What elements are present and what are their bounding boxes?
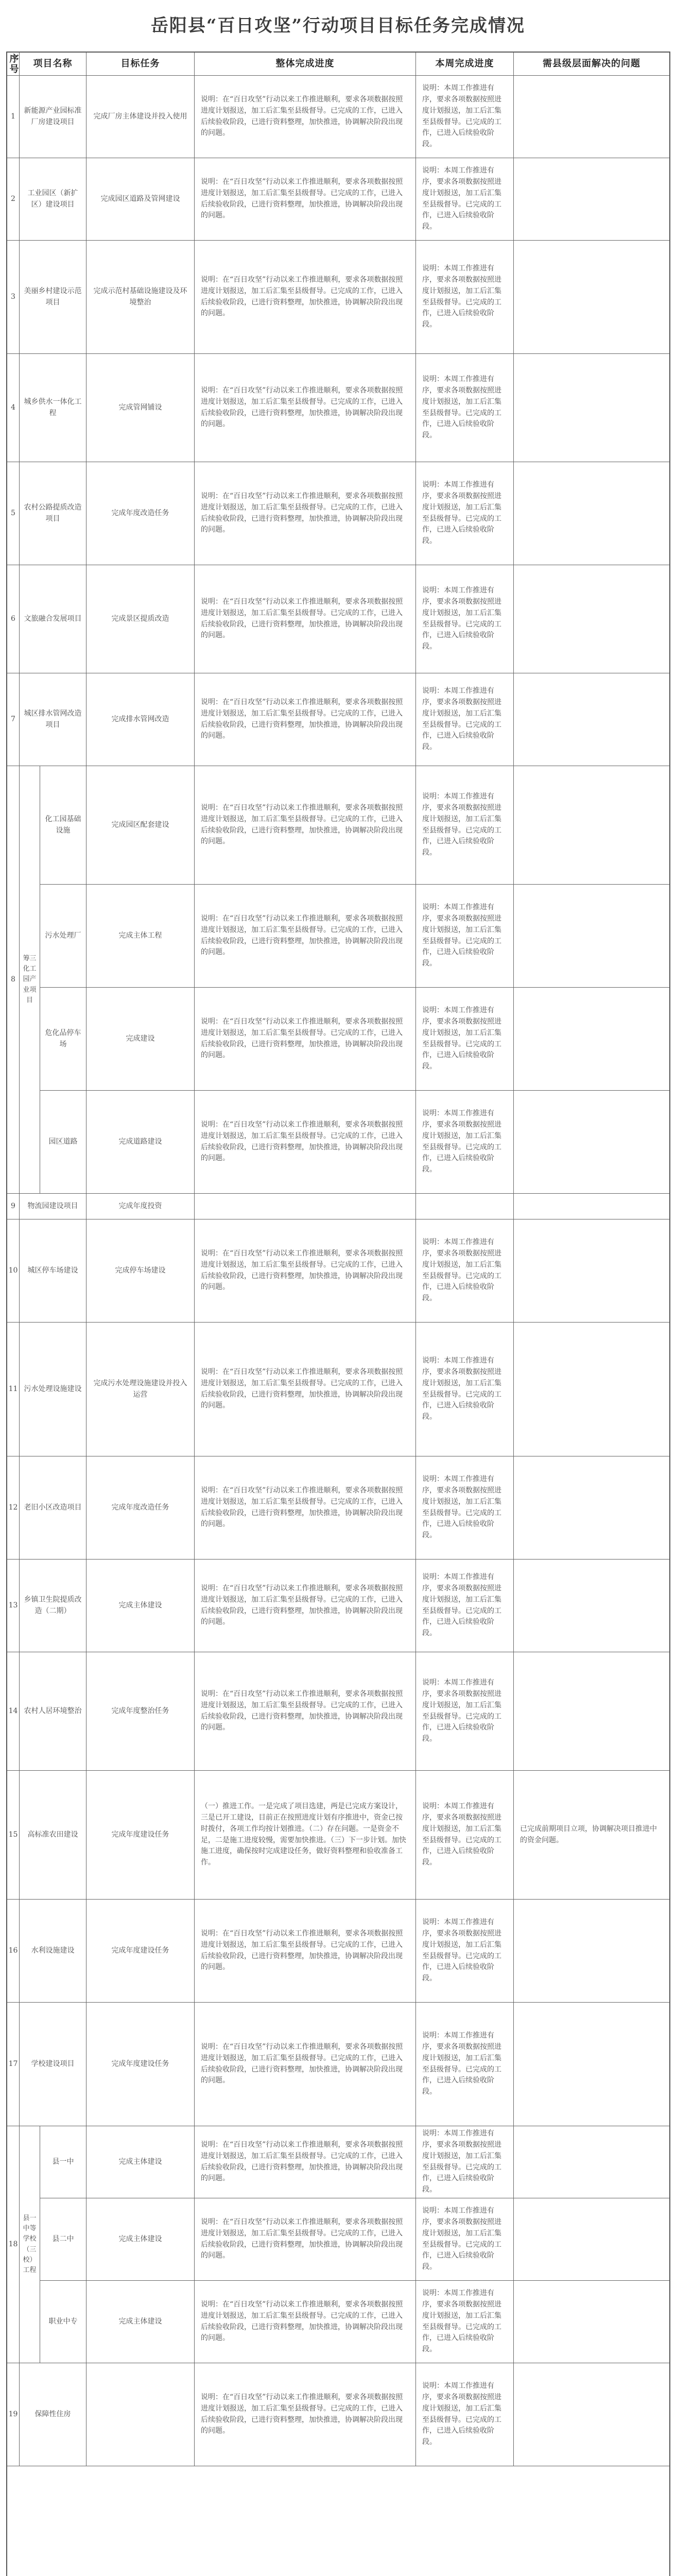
row-seq: 6 <box>7 565 20 673</box>
row-current: 说明：本周工作推进有序，要求各项数据按照进度计划报送，加工后汇集至县级督导。已完成的工作，已进入后续验收阶段。 <box>416 1560 514 1652</box>
subrow-task: 完成主体建设 <box>86 2281 195 2363</box>
row-current: 说明：本周工作推进有序，要求各项数据按照进度计划报送，加工后汇集至县级督导。已完成的工作，已进入后续验收阶段。 <box>416 2003 514 2126</box>
row-task: 完成管网铺设 <box>86 354 195 462</box>
row-project: 污水处理设施建设 <box>20 1323 86 1456</box>
row-project: 城乡供水一体化工程 <box>20 354 86 462</box>
row-issue <box>514 76 669 158</box>
row-task: 完成污水处理设施建设并投入运营 <box>86 1323 195 1456</box>
subrow-task: 完成主体工程 <box>86 885 195 988</box>
row-current: 说明：本周工作推进有序，要求各项数据按照进度计划报送，加工后汇集至县级督导。已完成的工作，已进入后续验收阶段。 <box>416 1771 514 1900</box>
row-project: 学校建设项目 <box>20 2003 86 2126</box>
progress-table <box>6 52 670 2576</box>
row-issue <box>514 2363 669 2466</box>
subrow-overall: 说明：在“百日攻坚”行动以来工作推进顺利，要求各项数据按照进度计划报送，加工后汇集至县级督导。已完成的工作，已进入后续验收阶段，已进行资料整理，加快推进，协调解决阶段出现的问题。 <box>195 1091 416 1194</box>
row-project: 城区排水管网改造项目 <box>20 673 86 766</box>
row-current: 说明：本周工作推进有序，要求各项数据按照进度计划报送，加工后汇集至县级督导。已完成的工作，已进入后续验收阶段。 <box>416 1219 514 1323</box>
row-project: 乡镇卫生院提质改造（二期） <box>20 1560 86 1652</box>
row-current: 说明：本周工作推进有序，要求各项数据按照进度计划报送，加工后汇集至县级督导。已完成的工作，已进入后续验收阶段。 <box>416 462 514 565</box>
row-seq: 12 <box>7 1456 20 1560</box>
page-title: 岳阳县“百日攻坚”行动项目目标任务完成情况 <box>150 15 526 36</box>
row-current: 说明：本周工作推进有序，要求各项数据按照进度计划报送，加工后汇集至县级督导。已完成的工作，已进入后续验收阶段。 <box>416 1323 514 1456</box>
row-current: 说明：本周工作推进有序，要求各项数据按照进度计划报送，加工后汇集至县级督导。已完成的工作，已进入后续验收阶段。 <box>416 241 514 354</box>
row-project: 工业园区（新扩区）建设项目 <box>20 158 86 241</box>
subrow-overall: 说明：在“百日攻坚”行动以来工作推进顺利，要求各项数据按照进度计划报送，加工后汇集至县级督导。已完成的工作，已进入后续验收阶段，已进行资料整理，加快推进，协调解决阶段出现的问题。 <box>195 885 416 988</box>
group-label: 筹三化工园产业项目 <box>20 766 40 1194</box>
row-task: 完成年度建设任务 <box>86 1771 195 1900</box>
row-overall: 说明：在“百日攻坚”行动以来工作推进顺利，要求各项数据按照进度计划报送，加工后汇集至县级督导。已完成的工作，已进入后续验收阶段，已进行资料整理，加快推进，协调解决阶段出现的问题。 <box>195 1323 416 1456</box>
row-task: 完成年度建设任务 <box>86 1900 195 2003</box>
row-task: 完成示范村基础设施建设及环境整治 <box>86 241 195 354</box>
row-issue <box>514 1323 669 1456</box>
row-seq: 11 <box>7 1323 20 1456</box>
row-seq: 8 <box>7 766 20 1194</box>
row-project: 农村公路提质改造项目 <box>20 462 86 565</box>
row-overall: 说明：在“百日攻坚”行动以来工作推进顺利，要求各项数据按照进度计划报送，加工后汇集至县级督导。已完成的工作，已进入后续验收阶段，已进行资料整理，加快推进，协调解决阶段出现的问题。 <box>195 462 416 565</box>
row-overall: 说明：在“百日攻坚”行动以来工作推进顺利，要求各项数据按照进度计划报送，加工后汇集至县级督导。已完成的工作，已进入后续验收阶段，已进行资料整理，加快推进，协调解决阶段出现的问题。 <box>195 673 416 766</box>
row-current: 说明：本周工作推进有序，要求各项数据按照进度计划报送，加工后汇集至县级督导。已完成的工作，已进入后续验收阶段。 <box>416 673 514 766</box>
subrow-project: 化工园基础设施 <box>40 766 86 885</box>
row-current: 说明：本周工作推进有序，要求各项数据按照进度计划报送，加工后汇集至县级督导。已完成的工作，已进入后续验收阶段。 <box>416 76 514 158</box>
subrow-current: 说明：本周工作推进有序，要求各项数据按照进度计划报送，加工后汇集至县级督导。已完成的工作，已进入后续验收阶段。 <box>416 885 514 988</box>
header-project: 项目名称 <box>20 53 86 76</box>
row-overall: 说明：在“百日攻坚”行动以来工作推进顺利，要求各项数据按照进度计划报送，加工后汇集至县级督导。已完成的工作，已进入后续验收阶段，已进行资料整理，加快推进，协调解决阶段出现的问题。 <box>195 1219 416 1323</box>
row-issue <box>514 565 669 673</box>
row-overall: 说明：在“百日攻坚”行动以来工作推进顺利，要求各项数据按照进度计划报送，加工后汇集至县级督导。已完成的工作，已进入后续验收阶段，已进行资料整理，加快推进，协调解决阶段出现的问题。 <box>195 354 416 462</box>
row-issue <box>514 1652 669 1771</box>
row-overall: 说明：在“百日攻坚”行动以来工作推进顺利，要求各项数据按照进度计划报送，加工后汇集至县级督导。已完成的工作，已进入后续验收阶段，已进行资料整理，加快推进，协调解决阶段出现的问题。 <box>195 1456 416 1560</box>
row-overall <box>195 1194 416 1219</box>
row-project: 高标准农田建设 <box>20 1771 86 1900</box>
row-project: 新能源产业园标准厂房建设项目 <box>20 76 86 158</box>
row-task: 完成年度改造任务 <box>86 462 195 565</box>
row-project: 文旅融合发展项目 <box>20 565 86 673</box>
row-issue <box>514 462 669 565</box>
row-task <box>86 2363 195 2466</box>
subrow-task: 完成主体建设 <box>86 2198 195 2281</box>
subrow-overall: 说明：在“百日攻坚”行动以来工作推进顺利，要求各项数据按照进度计划报送，加工后汇集至县级督导。已完成的工作，已进入后续验收阶段，已进行资料整理，加快推进，协调解决阶段出现的问题。 <box>195 988 416 1091</box>
subrow-current: 说明：本周工作推进有序，要求各项数据按照进度计划报送，加工后汇集至县级督导。已完成的工作，已进入后续验收阶段。 <box>416 2198 514 2281</box>
row-seq: 5 <box>7 462 20 565</box>
subrow-overall: 说明：在“百日攻坚”行动以来工作推进顺利，要求各项数据按照进度计划报送，加工后汇集至县级督导。已完成的工作，已进入后续验收阶段，已进行资料整理，加快推进，协调解决阶段出现的问题。 <box>195 2126 416 2198</box>
row-issue <box>514 1219 669 1323</box>
group-label: 县一中等学校（三校）工程 <box>20 2126 40 2363</box>
row-task: 完成园区道路及管网建设 <box>86 158 195 241</box>
row-current: 说明：本周工作推进有序，要求各项数据按照进度计划报送，加工后汇集至县级督导。已完成的工作，已进入后续验收阶段。 <box>416 565 514 673</box>
row-current: 说明：本周工作推进有序，要求各项数据按照进度计划报送，加工后汇集至县级督导。已完成的工作，已进入后续验收阶段。 <box>416 158 514 241</box>
row-seq: 18 <box>7 2126 20 2363</box>
row-current <box>416 1194 514 1219</box>
row-seq: 15 <box>7 1771 20 1900</box>
subrow-project: 县一中 <box>40 2126 86 2198</box>
row-seq: 4 <box>7 354 20 462</box>
subrow-project: 污水处理厂 <box>40 885 86 988</box>
header-overall: 整体完成进度 <box>195 53 416 76</box>
subrow-issue <box>514 2126 669 2198</box>
subrow-issue <box>514 2198 669 2281</box>
row-overall: 说明：在“百日攻坚”行动以来工作推进顺利，要求各项数据按照进度计划报送，加工后汇集至县级督导。已完成的工作，已进入后续验收阶段，已进行资料整理，加快推进，协调解决阶段出现的问题。 <box>195 1652 416 1771</box>
row-current: 说明：本周工作推进有序，要求各项数据按照进度计划报送，加工后汇集至县级督导。已完成的工作，已进入后续验收阶段。 <box>416 2363 514 2466</box>
row-current: 说明：本周工作推进有序，要求各项数据按照进度计划报送，加工后汇集至县级督导。已完成的工作，已进入后续验收阶段。 <box>416 1900 514 2003</box>
subrow-task: 完成园区配套建设 <box>86 766 195 885</box>
subrow-current: 说明：本周工作推进有序，要求各项数据按照进度计划报送，加工后汇集至县级督导。已完成的工作，已进入后续验收阶段。 <box>416 988 514 1091</box>
row-seq: 14 <box>7 1652 20 1771</box>
row-overall: 说明：在“百日攻坚”行动以来工作推进顺利，要求各项数据按照进度计划报送，加工后汇集至县级督导。已完成的工作，已进入后续验收阶段，已进行资料整理，加快推进，协调解决阶段出现的问题。 <box>195 158 416 241</box>
row-issue <box>514 1560 669 1652</box>
row-overall: 说明：在“百日攻坚”行动以来工作推进顺利，要求各项数据按照进度计划报送，加工后汇集至县级督导。已完成的工作，已进入后续验收阶段，已进行资料整理，加快推进，协调解决阶段出现的问题。 <box>195 2363 416 2466</box>
subrow-issue <box>514 2281 669 2363</box>
row-project: 水利设施建设 <box>20 1900 86 2003</box>
row-seq: 19 <box>7 2363 20 2466</box>
row-current: 说明：本周工作推进有序，要求各项数据按照进度计划报送，加工后汇集至县级督导。已完成的工作，已进入后续验收阶段。 <box>416 354 514 462</box>
subrow-project: 职业中专 <box>40 2281 86 2363</box>
subrow-task: 完成主体建设 <box>86 2126 195 2198</box>
row-issue <box>514 1900 669 2003</box>
subrow-overall: 说明：在“百日攻坚”行动以来工作推进顺利，要求各项数据按照进度计划报送，加工后汇集至县级督导。已完成的工作，已进入后续验收阶段，已进行资料整理，加快推进，协调解决阶段出现的问题。 <box>195 2281 416 2363</box>
row-issue <box>514 1194 669 1219</box>
row-overall: 说明：在“百日攻坚”行动以来工作推进顺利，要求各项数据按照进度计划报送，加工后汇集至县级督导。已完成的工作，已进入后续验收阶段，已进行资料整理，加快推进，协调解决阶段出现的问题。 <box>195 76 416 158</box>
row-overall: 说明：在“百日攻坚”行动以来工作推进顺利，要求各项数据按照进度计划报送，加工后汇集至县级督导。已完成的工作，已进入后续验收阶段，已进行资料整理，加快推进，协调解决阶段出现的问题。 <box>195 1900 416 2003</box>
row-overall: 说明：在“百日攻坚”行动以来工作推进顺利，要求各项数据按照进度计划报送，加工后汇集至县级督导。已完成的工作，已进入后续验收阶段，已进行资料整理，加快推进，协调解决阶段出现的问题。 <box>195 565 416 673</box>
row-task: 完成排水管网改造 <box>86 673 195 766</box>
row-current: 说明：本周工作推进有序，要求各项数据按照进度计划报送，加工后汇集至县级督导。已完成的工作，已进入后续验收阶段。 <box>416 1456 514 1560</box>
subrow-task: 完成道路建设 <box>86 1091 195 1194</box>
subrow-issue <box>514 1091 669 1194</box>
subrow-project: 县二中 <box>40 2198 86 2281</box>
row-task: 完成年度改造任务 <box>86 1456 195 1560</box>
subrow-current: 说明：本周工作推进有序，要求各项数据按照进度计划报送，加工后汇集至县级督导。已完成的工作，已进入后续验收阶段。 <box>416 1091 514 1194</box>
header-current: 本周完成进度 <box>416 53 514 76</box>
row-project: 城区停车场建设 <box>20 1219 86 1323</box>
row-seq: 16 <box>7 1900 20 2003</box>
row-task: 完成主体建设 <box>86 1560 195 1652</box>
row-project: 保障性住房 <box>20 2363 86 2466</box>
row-overall: 说明：在“百日攻坚”行动以来工作推进顺利，要求各项数据按照进度计划报送，加工后汇集至县级督导。已完成的工作，已进入后续验收阶段，已进行资料整理，加快推进，协调解决阶段出现的问题。 <box>195 241 416 354</box>
row-issue <box>514 2003 669 2126</box>
row-issue <box>514 1456 669 1560</box>
row-seq: 3 <box>7 241 20 354</box>
row-project: 美丽乡村建设示范项目 <box>20 241 86 354</box>
row-issue <box>514 673 669 766</box>
subrow-issue <box>514 885 669 988</box>
row-task: 完成停车场建设 <box>86 1219 195 1323</box>
row-seq: 17 <box>7 2003 20 2126</box>
row-project: 老旧小区改造项目 <box>20 1456 86 1560</box>
row-issue <box>514 158 669 241</box>
row-current: 说明：本周工作推进有序，要求各项数据按照进度计划报送，加工后汇集至县级督导。已完成的工作，已进入后续验收阶段。 <box>416 1652 514 1771</box>
row-overall: 说明：在“百日攻坚”行动以来工作推进顺利，要求各项数据按照进度计划报送，加工后汇集至县级督导。已完成的工作，已进入后续验收阶段，已进行资料整理，加快推进，协调解决阶段出现的问题。 <box>195 1560 416 1652</box>
row-task: 完成厂房主体建设并投入使用 <box>86 76 195 158</box>
header-issues: 需县级层面解决的问题 <box>514 53 669 76</box>
row-seq: 7 <box>7 673 20 766</box>
row-task: 完成年度建设任务 <box>86 2003 195 2126</box>
row-seq: 10 <box>7 1219 20 1323</box>
row-task: 完成年度投资 <box>86 1194 195 1219</box>
row-seq: 2 <box>7 158 20 241</box>
subrow-issue <box>514 988 669 1091</box>
subrow-current: 说明：本周工作推进有序，要求各项数据按照进度计划报送，加工后汇集至县级督导。已完成的工作，已进入后续验收阶段。 <box>416 766 514 885</box>
row-issue <box>514 241 669 354</box>
subrow-current: 说明：本周工作推进有序，要求各项数据按照进度计划报送，加工后汇集至县级督导。已完成的工作，已进入后续验收阶段。 <box>416 2281 514 2363</box>
header-seq: 序号 <box>7 53 20 76</box>
row-seq: 9 <box>7 1194 20 1219</box>
row-task: 完成景区提质改造 <box>86 565 195 673</box>
subrow-task: 完成建设 <box>86 988 195 1091</box>
row-task: 完成年度整治任务 <box>86 1652 195 1771</box>
subrow-project: 园区道路 <box>40 1091 86 1194</box>
row-overall: （一）推进工作。一是完成了项目选建，两是已完成方案设计，三是已开工建设，目前正在按照进度计划有序推进中，资金已按时拨付，各项工作均按计划推进。（二）存在问题。一是资金不足，二是施工进度较慢，需要加快推进。（三）下一步计划。加快施工进度，确保按时完成建设任务，做好资料整理和验收准备工作。 <box>195 1771 416 1900</box>
subrow-issue <box>514 766 669 885</box>
subrow-overall: 说明：在“百日攻坚”行动以来工作推进顺利，要求各项数据按照进度计划报送，加工后汇集至县级督导。已完成的工作，已进入后续验收阶段，已进行资料整理，加快推进，协调解决阶段出现的问题。 <box>195 2198 416 2281</box>
subrow-project: 危化品停车场 <box>40 988 86 1091</box>
row-issue <box>514 354 669 462</box>
row-overall: 说明：在“百日攻坚”行动以来工作推进顺利，要求各项数据按照进度计划报送，加工后汇集至县级督导。已完成的工作，已进入后续验收阶段，已进行资料整理，加快推进，协调解决阶段出现的问题。 <box>195 2003 416 2126</box>
header-task: 目标任务 <box>86 53 195 76</box>
row-project: 物流园建设项目 <box>20 1194 86 1219</box>
row-issue: 已完成前期项目立项，协调解决项目推进中的资金问题。 <box>514 1771 669 1900</box>
subrow-current: 说明：本周工作推进有序，要求各项数据按照进度计划报送，加工后汇集至县级督导。已完成的工作，已进入后续验收阶段。 <box>416 2126 514 2198</box>
row-project: 农村人居环境整治 <box>20 1652 86 1771</box>
row-seq: 13 <box>7 1560 20 1652</box>
row-seq: 1 <box>7 76 20 158</box>
subrow-overall: 说明：在“百日攻坚”行动以来工作推进顺利，要求各项数据按照进度计划报送，加工后汇集至县级督导。已完成的工作，已进入后续验收阶段，已进行资料整理，加快推进，协调解决阶段出现的问题。 <box>195 766 416 885</box>
